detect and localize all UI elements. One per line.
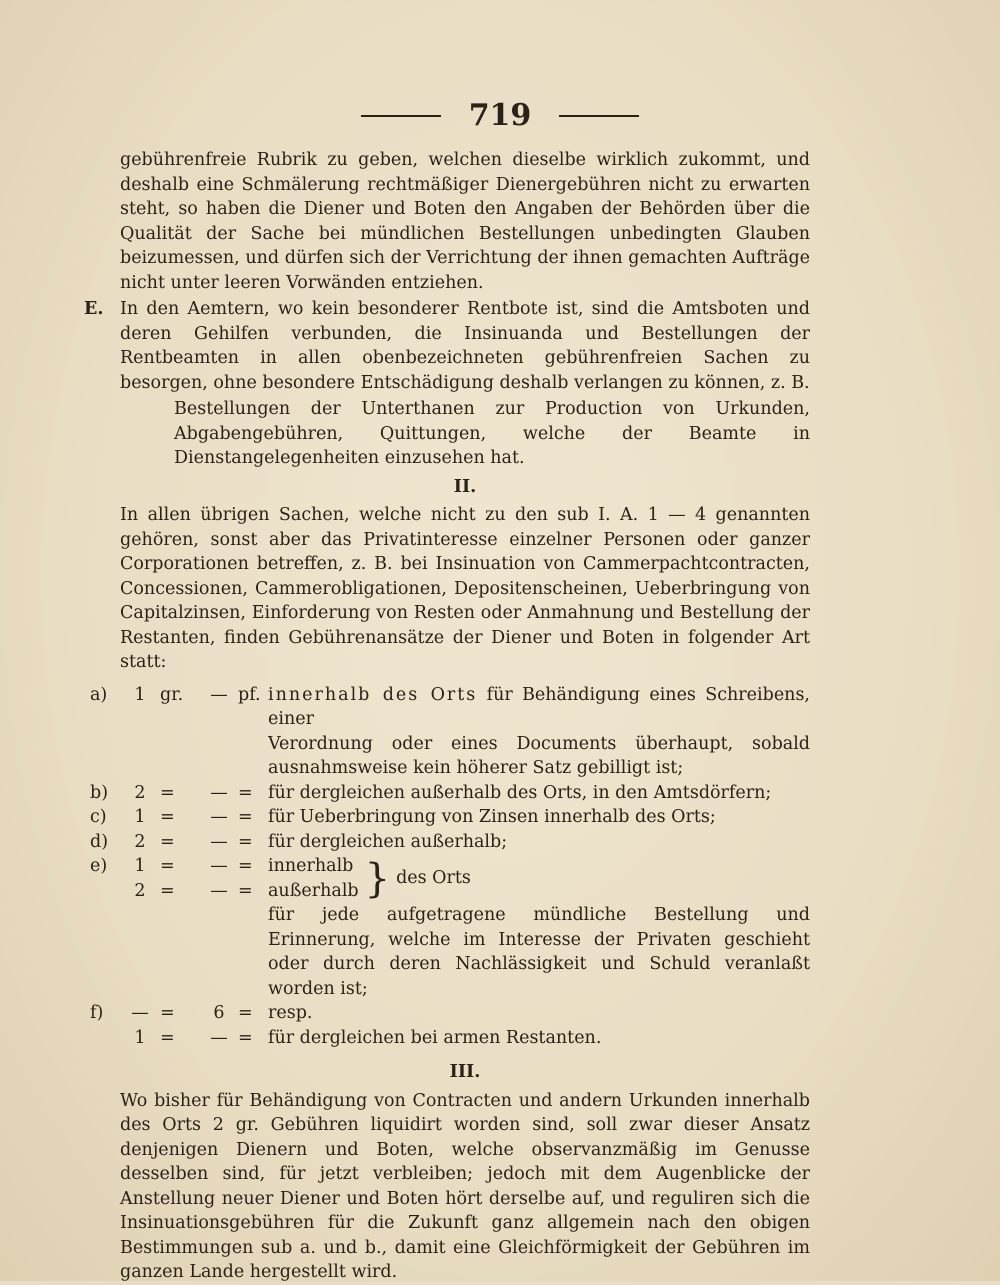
rate-c <box>90 805 810 830</box>
rate-e-num2: 2 <box>134 880 146 901</box>
rate-e-unit1: = <box>160 856 175 876</box>
rate-f-letter: f) <box>90 1003 104 1023</box>
rate-e-num1: 1 <box>134 856 146 876</box>
rate-c-text: für Ueberbringung von Zinsen innerhalb des Orts; <box>268 807 716 827</box>
rate-f2 <box>120 1026 810 1051</box>
rate-e-pf1: = <box>238 856 253 876</box>
rate-d-dash: — <box>210 831 228 852</box>
rate-a-rest: für Behändigung eines Schreibens, einer <box>268 684 810 729</box>
rate-f-pf1: = <box>238 1003 253 1023</box>
rate-b-pf: = <box>238 782 253 803</box>
item-e-text: In den Aemtern, wo kein besonderer Rentbote ist, sind die Amtsboten und deren Gehilfen verbunden, die Insinuanda und Bestellungen der Rentbeamten in allen obenbezeichneten gebührenfreien Sachen zu besorgen, ohne besondere Entschädigung deshalb verlangen zu können, z. B. <box>120 299 810 393</box>
rate-a-spaced: innerhalb des Orts <box>268 684 478 705</box>
rate-a-text <box>268 683 810 732</box>
rate-e-unit2: = <box>160 880 175 901</box>
section-iii-text: Wo bisher für Behändigung von Contracten und andern Urkunden innerhalb des Orts 2 gr. Gebühren liquidirt worden sind, soll zwar dieser Ansatz denjenigen Dienern und Boten, welche observanzmäßig im Genusse desselben sind, für jetzt verbleiben; jedoch mit dem Augenblicke der Anstellung neuer Diener und Boten hört derselbe auf, und reguliren sich die Insinuationsgebühren für die Zukunft ganz allgemein nach den obigen Bestimmungen sub a. und b., damit eine Gleichförmigkeit der Gebühren im ganzen Lande hergestellt wird. <box>120 1090 810 1282</box>
rate-b-letter: b) <box>90 782 109 803</box>
rate-b-text: für dergleichen außerhalb des Orts, in den Amtsdörfern; <box>268 782 772 803</box>
rate-d-letter: d) <box>90 831 109 852</box>
rate-f-dash2: — <box>210 1027 228 1048</box>
rate-a-dash: — <box>210 684 228 705</box>
rate-f-unit1: = <box>160 1003 175 1023</box>
rate-c-pf: = <box>238 807 253 827</box>
header-rule-right <box>559 115 639 117</box>
item-e <box>84 297 810 471</box>
rate-e-letter: e) <box>90 856 108 876</box>
rate-a-letter: a) <box>90 684 108 705</box>
paragraph-continuation: gebührenfreie Rubrik zu geben, welchen dieselbe wirklich zukommt, und deshalb eine Schmälerung rechtmäßiger Dienergebühren nicht zu erwarten steht, so haben die Diener und Boten den Angaben der Behörden über die Qualität der Sache bei mündlichen Bestellungen unbedingten Glauben beizumessen, und dürfen sich der Verrichtung der ihnen gemachten Aufträge nicht unter leeren Vorwänden entziehen. <box>120 150 810 293</box>
item-e-example: Bestellungen der Unterthanen zur Production von Urkunden, Abgabengebühren, Quittungen, welche der Beamte in Dienstangelegenheiten einzusehen hat. <box>174 399 810 468</box>
rate-e-inner: innerhalb <box>268 856 354 876</box>
fee-rates-list <box>90 683 810 1051</box>
rate-c-dash: — <box>210 807 228 827</box>
section-heading-iii: III. <box>449 1062 481 1082</box>
page-number: 719 <box>468 98 532 133</box>
page-body <box>84 148 810 1285</box>
rate-d-text: für dergleichen außerhalb; <box>268 831 508 852</box>
rate-e-values <box>120 854 268 903</box>
rate-b <box>90 781 810 806</box>
rate-e-brace-label: des Orts <box>396 868 471 889</box>
rate-a-cont: Verordnung oder eines Documents überhaupt, sobald ausnahmsweise kein höherer Satz gebilligt ist; <box>268 733 810 778</box>
rate-d <box>90 830 810 855</box>
rate-f-text1: resp. <box>268 1003 313 1023</box>
rate-e-pf2: = <box>238 880 253 901</box>
rate-a-pf: pf. <box>238 684 261 705</box>
rate-e-brace-lines <box>268 854 359 903</box>
rate-e-row2 <box>120 879 268 904</box>
brace-icon: } <box>364 855 391 902</box>
rate-f-text2: für dergleichen bei armen Restanten. <box>268 1027 602 1048</box>
page-header <box>0 98 1000 133</box>
rate-b-dash: — <box>210 782 228 803</box>
rate-d-num: 2 <box>134 831 146 852</box>
rate-c-unit: = <box>160 807 175 827</box>
rate-e-row1 <box>120 854 268 879</box>
rate-f-num1: — <box>131 1003 149 1023</box>
rate-e <box>90 854 810 903</box>
rate-f-val1: 6 <box>213 1003 225 1023</box>
rate-a-num: 1 <box>134 684 146 705</box>
rate-a <box>90 683 810 732</box>
rate-b-num: 2 <box>134 782 146 803</box>
rate-e-dash1: — <box>210 856 228 876</box>
rate-f-pf2: = <box>238 1027 253 1048</box>
header-rule-left <box>361 115 441 117</box>
rate-f-unit2: = <box>160 1027 175 1048</box>
rate-e-cont: für jede aufgetragene mündliche Bestellung und Erinnerung, welche im Interesse der Privaten geschieht oder durch deren Nachlässigkeit und Schuld veranlaßt worden ist; <box>268 905 810 999</box>
rate-f <box>90 1001 810 1026</box>
rate-c-letter: c) <box>90 807 107 827</box>
rate-e-brace-group <box>268 854 471 903</box>
rate-e-outer: außerhalb <box>268 880 359 901</box>
rate-d-unit: = <box>160 831 175 852</box>
rate-e-dash2: — <box>210 880 228 901</box>
rate-f-num2: 1 <box>134 1027 146 1048</box>
rate-c-num: 1 <box>134 807 146 827</box>
rate-b-unit: = <box>160 782 175 803</box>
rate-d-pf: = <box>238 831 253 852</box>
section-heading-ii: II. <box>453 476 477 497</box>
item-e-marker: E. <box>84 299 104 319</box>
section-ii-text: In allen übrigen Sachen, welche nicht zu den sub I. A. 1 — 4 genannten gehören, sonst aber das Privatinteresse einzelner Personen oder ganzer Corporationen betreffen, z. B. bei Insinuation von Cammerpachtcontracten, Concessionen, Cammerobligationen, Depositenscheinen, Ueberbringung von Capitalzinsen, Einforderung von Resten oder Anmahnung und Bestellung der Restanten, finden Gebührenansätze der Diener und Boten in folgender Art statt: <box>120 505 810 672</box>
rate-a-unit: gr. <box>160 684 184 705</box>
